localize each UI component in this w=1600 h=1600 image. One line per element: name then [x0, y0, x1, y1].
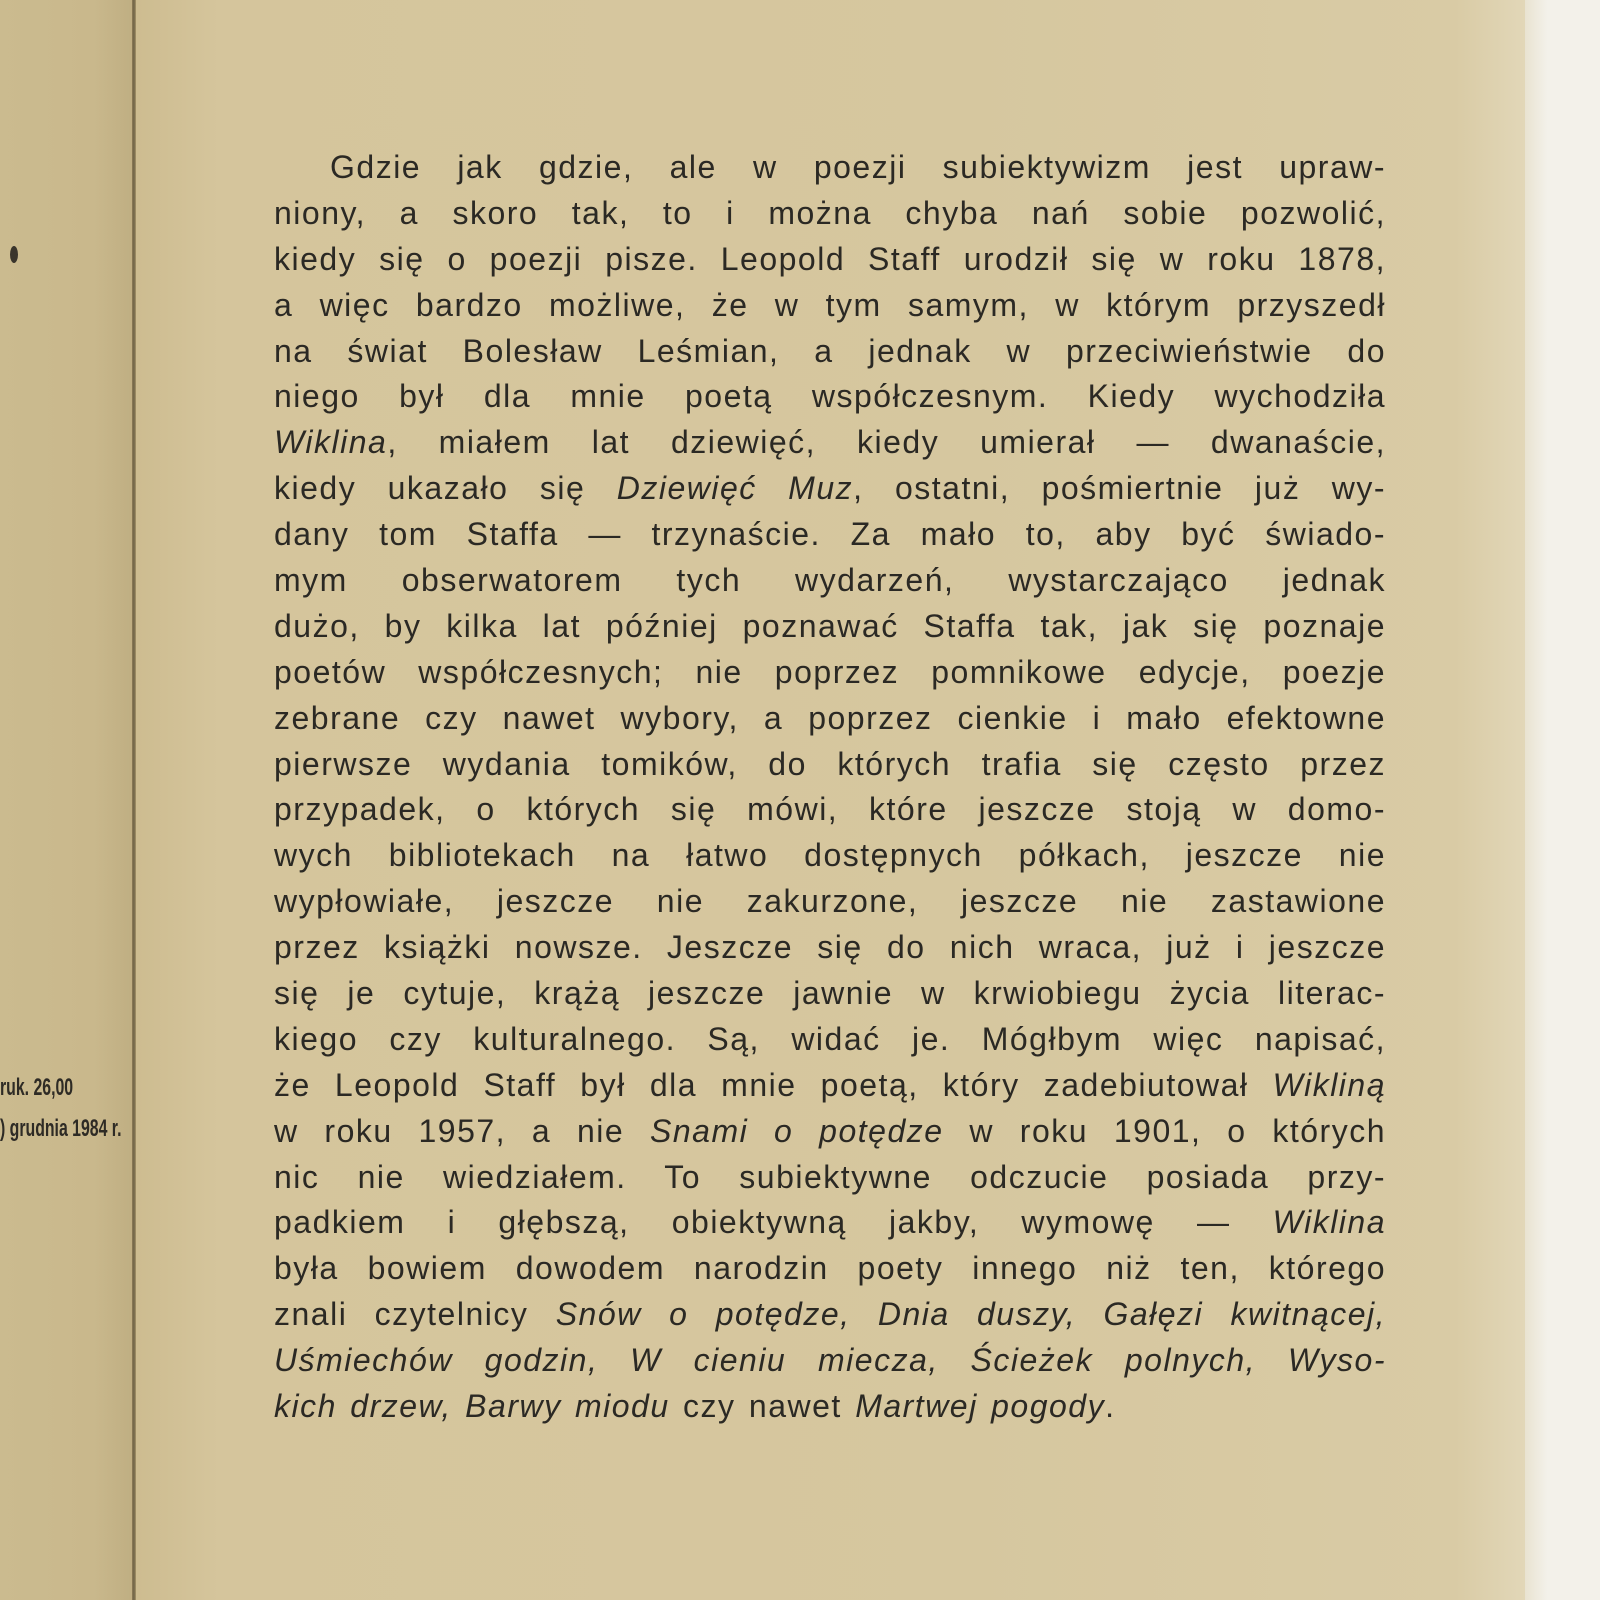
text-line	[274, 787, 1386, 833]
text-line	[274, 833, 1386, 879]
text-run: dużo, by kilka lat później poznawać Staffa tak, jak się poznaje	[274, 607, 1386, 644]
text-line	[274, 283, 1386, 329]
text-line	[274, 1063, 1386, 1109]
text-line	[274, 1246, 1386, 1292]
text-line	[274, 1292, 1386, 1338]
text-run: .	[1105, 1388, 1116, 1425]
italic-book-title: kich drzew, Barwy miodu	[274, 1388, 670, 1425]
text-line	[274, 742, 1386, 788]
text-line	[274, 696, 1386, 742]
text-run: padkiem i głębszą, obiektywną jakby, wymowę —	[274, 1204, 1273, 1241]
text-line	[274, 1384, 1386, 1430]
text-line	[274, 604, 1386, 650]
text-run: wypłowiałe, jeszcze nie zakurzone, jeszcze nie zastawione	[274, 883, 1386, 920]
ink-spot	[10, 246, 18, 263]
text-run: Gdzie jak gdzie, ale w poezji subiektywizm jest upraw-	[330, 149, 1386, 185]
text-run: kiego czy kulturalnego. Są, widać je. Mógłbym więc napisać,	[274, 1020, 1386, 1057]
book-page	[136, 0, 1525, 1600]
text-run: , ostatni, pośmiertnie już wy-	[853, 470, 1387, 507]
text-line	[274, 374, 1386, 420]
paragraph	[274, 145, 1386, 1430]
italic-book-title: Wikliną	[1272, 1066, 1386, 1103]
italic-book-title: Wiklina	[1272, 1204, 1386, 1241]
text-line	[274, 925, 1386, 971]
text-run: przypadek, o których się mówi, które jeszcze stoją w domo-	[274, 791, 1386, 828]
italic-book-title: Dziewięć Muz	[616, 470, 854, 507]
text-run: w roku 1901, o których	[943, 1112, 1387, 1149]
italic-book-title: Wiklina	[274, 424, 388, 461]
text-run: się je cytuje, krążą jeszcze jawnie w krwiobiegu życia literac-	[274, 975, 1386, 1012]
text-line	[274, 971, 1386, 1017]
italic-book-title: Uśmiechów godzin, W cieniu miecza, Ścieżek polnych, Wyso-	[274, 1342, 1386, 1379]
imprint-date: ) grudnia 1984 r.	[0, 1115, 122, 1142]
text-run: w roku 1957, a nie	[274, 1112, 651, 1149]
text-run: na świat Bolesław Leśmian, a jednak w przeciwieństwie do	[274, 332, 1386, 369]
text-run: niony, a skoro tak, to i można chyba nań sobie pozwolić,	[274, 194, 1386, 231]
text-line	[274, 329, 1386, 375]
page-outer-edge	[1525, 0, 1600, 1600]
text-line	[274, 1017, 1386, 1063]
text-run: mym obserwatorem tych wydarzeń, wystarczająco jednak	[274, 562, 1386, 599]
text-line	[274, 558, 1386, 604]
text-line	[274, 650, 1386, 696]
previous-page-edge	[0, 0, 134, 1600]
text-line	[274, 466, 1386, 512]
italic-book-title: Snów o potędze, Dnia duszy, Gałęzi kwitnącej,	[555, 1296, 1386, 1333]
italic-book-title: Snami o potędze	[650, 1112, 944, 1149]
text-line	[274, 512, 1386, 558]
text-run: dany tom Staffa — trzynaście. Za mało to, aby być świado-	[274, 516, 1386, 553]
text-run: a więc bardzo możliwe, że w tym samym, w którym przyszedł	[274, 286, 1386, 323]
text-line	[274, 1200, 1386, 1246]
text-run: pierwsze wydania tomików, do których trafia się często przez	[274, 745, 1386, 782]
text-run: znali czytelnicy	[274, 1296, 556, 1333]
text-line	[274, 1338, 1386, 1384]
text-line	[274, 420, 1386, 466]
text-run: była bowiem dowodem narodzin poety innego niż ten, którego	[274, 1250, 1386, 1287]
text-line	[274, 145, 1386, 191]
text-line	[274, 1109, 1386, 1155]
imprint-print-sheets: ruk. 26,00	[0, 1074, 74, 1101]
text-line	[274, 191, 1386, 237]
text-run: wych bibliotekach na łatwo dostępnych półkach, jeszcze nie	[274, 837, 1386, 874]
text-run: kiedy się o poezji pisze. Leopold Staff urodził się w roku 1878,	[274, 240, 1386, 277]
text-run: poetów współczesnych; nie poprzez pomnikowe edycje, poezje	[274, 653, 1386, 690]
text-run: niego był dla mnie poetą współczesnym. Kiedy wychodziła	[274, 378, 1386, 415]
text-run: czy nawet	[669, 1388, 856, 1425]
text-run: zebrane czy nawet wybory, a poprzez cienkie i mało efektowne	[274, 699, 1386, 736]
text-line	[274, 1155, 1386, 1201]
text-line	[274, 237, 1386, 283]
text-run: , miałem lat dziewięć, kiedy umierał — dwanaście,	[387, 424, 1386, 461]
text-run: kiedy ukazało się	[274, 470, 617, 507]
text-line	[274, 879, 1386, 925]
italic-book-title: Martwej pogody	[855, 1388, 1106, 1425]
text-run: przez książki nowsze. Jeszcze się do nich wraca, już i jeszcze	[274, 929, 1386, 966]
text-run: że Leopold Staff był dla mnie poetą, który zadebiutował	[274, 1066, 1273, 1103]
text-run: nic nie wiedziałem. To subiektywne odczucie posiada przy-	[274, 1158, 1386, 1195]
